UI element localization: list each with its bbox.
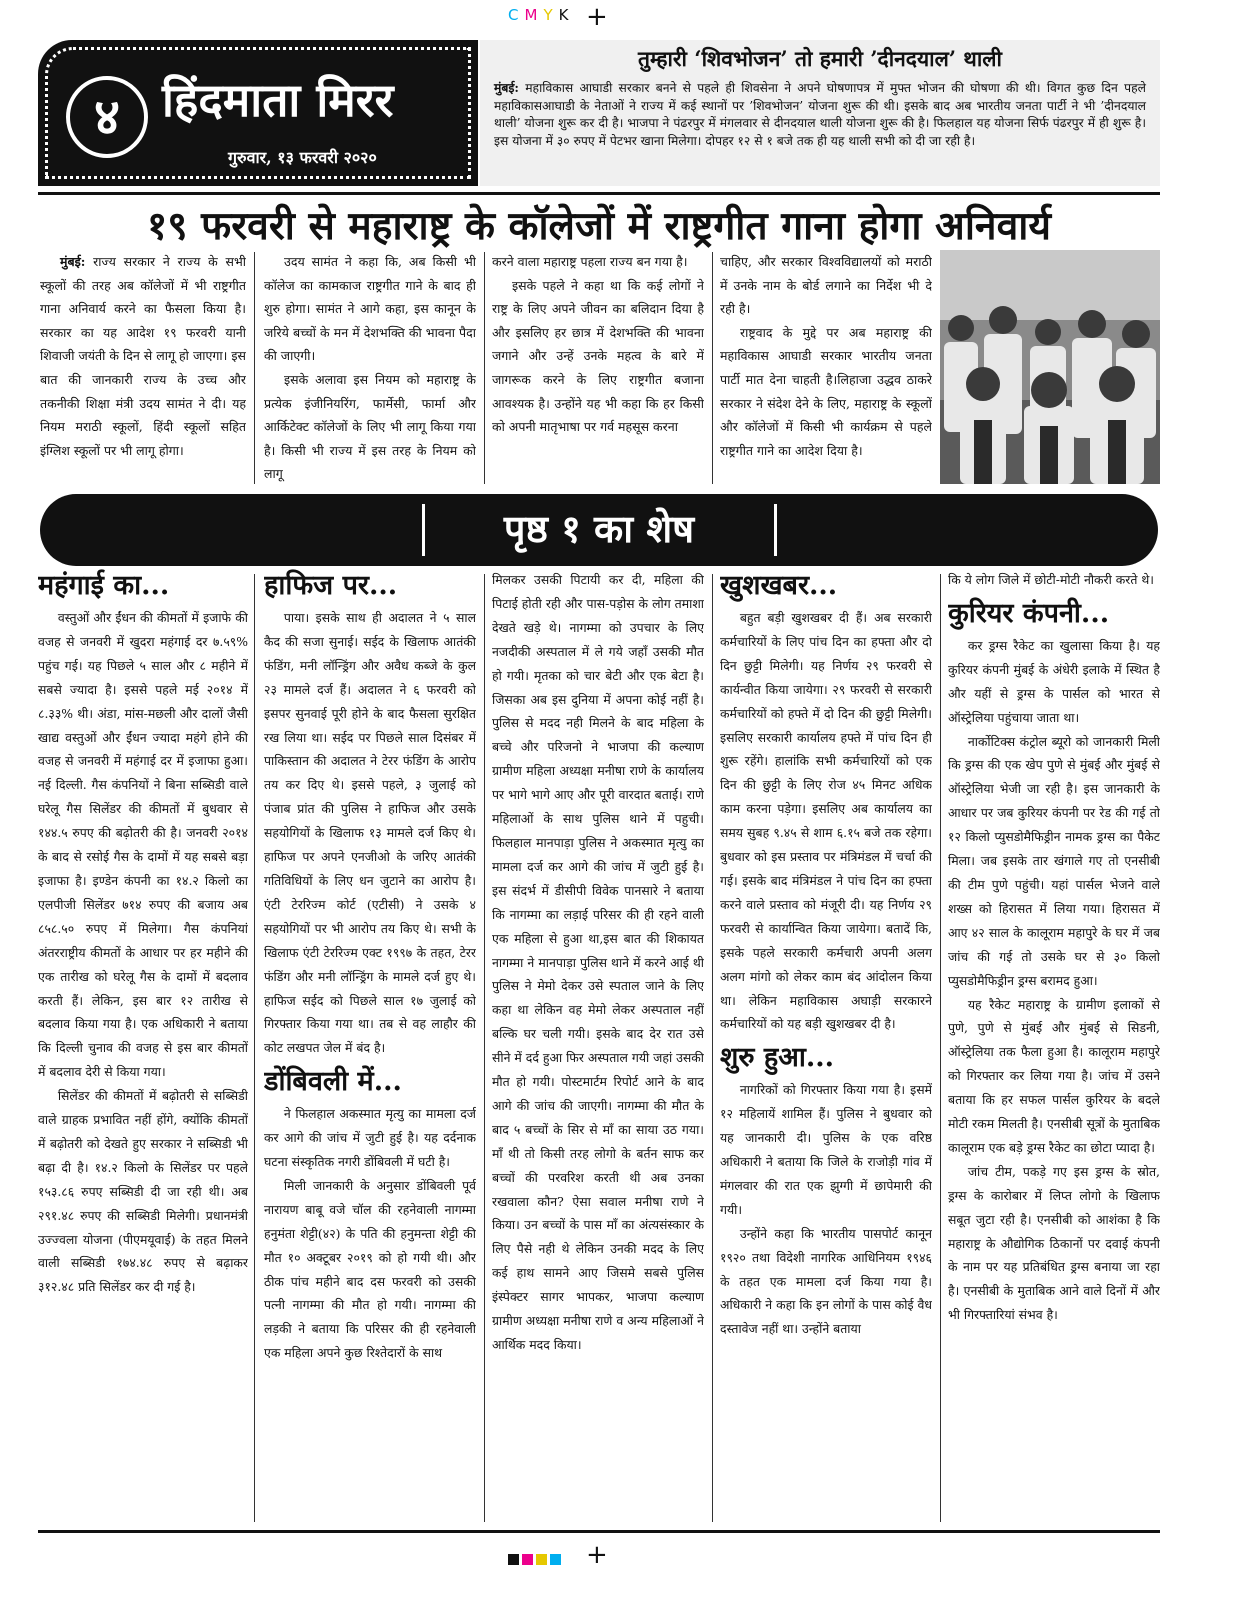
hafiz-heading: हाफिज पर... [264, 570, 398, 601]
brief-dateline: मुंबई: [494, 80, 519, 95]
dombivli-p2: मिली जानकारी के अनुसार डोंबिवली पूर्व नारायण बाबू वजे चॉल की रहनेवाली नागम्मा हनुमंता शेट्टी(४२) के पति की हनुमन्ता शेट्टी की मौत १० अक्टूबर २०१९ को हो गयी थी। और ठीक पांच महीने बाद दस फरवरी को उसकी पत्नी नागम्मा की मौत हो गयी। नागम्मा की लड़की ने बताया कि परिसर की ही रहनेवाली एक महिला अपने कुछ रिश्तेदारों के साथ [264, 1177, 476, 1361]
column-divider [254, 252, 255, 484]
courier-heading: कुरियर कंपनी... [948, 597, 1110, 629]
mehngai-p2: सिलेंडर की कीमतों में बढ़ोतरी से सब्सिडी वाले ग्राहक प्रभावित नहीं होंगे, क्योंकि कीमतों में बढ़ोतरी को देखते हुए सरकार ने सब्सिडी भी बढ़ा दी है। १४.२ किलो के सिलेंडर पर पहले १५३.८६ रुपए सब्सिडी दी जा रही थी। अब २९१.४८ रुपए की सब्सिडी मिलेगी। प्रधानमंत्री उज्ज्वला योजना (पीएमयूवाई) के तहत मिलने वाली सब्सिडी १७४.४८ रुपए से बढ़ाकर ३१२.४८ प्रति सिलेंडर कर दी गई है। [38, 1088, 248, 1295]
shuru-heading: शुरु हुआ... [720, 1042, 835, 1074]
courier-pre: कि ये लोग जिले में छोटी-मोटी नौकरी करते थे। [948, 572, 1154, 587]
students-photo [940, 250, 1160, 484]
registration-cross-top: + [586, 2, 608, 32]
lead-column-4 [720, 250, 932, 488]
lead-column-3 [492, 250, 704, 488]
lead-headline: १९ फरवरी से महाराष्ट्र के कॉलेजों में राष्ट्रगीत गाना होगा अनिवार्य [147, 203, 1051, 249]
khushkhabar-p1: बहुत बड़ी खुशखबर दी हैं। अब सरकारी कर्मचारियों के लिए पांच दिन का हफ्ता और दो दिन छुट्टी मिलेगी। यह निर्णय २९ फरवरी से कार्यन्वीत किया जायेगा। २९ फरवरी से सरकारी कर्मचारियों को हफ्ते में दो दिन की छुट्टी मिलेगी। इसलिए सरकारी कार्यालय हफ्ते में पांच दिन ही शुरू रहेंगे। हालांकि सभी कर्मचारियों को एक दिन की छुट्टी के लिए रोज ४५ मिनट अधिक काम करना पड़ेगा। इसलिए अब कार्यालय का समय सुबह ९.४५ से शाम ६.१५ बजे तक रहेगा। बुधवार को इस प्रस्ताव पर मंत्रिमंडल में चर्चा की गई। इसके बाद मंत्रिमंडल ने पांच दिन का हफ्ता करने वाले प्रस्ताव को मंजूरी दी। यह निर्णय २९ फरवरी से कार्यान्वित किया जायेगा। बतादें कि, इसके पहले सरकारी कर्मचारी अपनी अलग अलग मांगो को लेकर काम बंद आंदोलन किया था। लेकिन महाविकास अघाड़ी सरकारने कर्मचारियों को यह बड़ी खुशखबर दी है। [720, 610, 932, 1032]
mehngai-p1: वस्तुओं और ईंधन की कीमतों में इजाफे की वजह से जनवरी में खुदरा महंगाई दर ७.५९% पहुंच गई। यह पिछले ५ साल और ८ महीने में सबसे ज्यादा है। इससे पहले मई २०१४ में ८.३३% थी। अंडा, मांस-मछली और दालों जैसी खाद्य वस्तुओं और ईंधन ज्यादा महंगे होने की वजह से जनवरी में महंगाई दर में इजाफा हुआ। नई दिल्ली. गैस कंपनियों ने बिना सब्सिडी वाले घरेलू गैस सिलेंडर की कीमतों में बुधवार से १४४.५ रुपए की बढ़ोतरी की है। जनवरी २०१४ के बाद से रसोई गैस के दामों में यह सबसे बड़ा इजाफा है। इण्डेन कंपनी का १४.२ किलो का एलपीजी सिलेंडर ७१४ रुपए की बजाय अब ८५८.५० रुपए में मिलेगा। गैस कंपनियां अंतरराष्ट्रीय कीमतों के आधार पर हर महीने की एक तारीख को घरेलू गैस के दामों में बदलाव करती हैं। लेकिन, इस बार १२ तारीख से बदलाव किया गया है। एक अधिकारी ने बताया कि दिल्ली चुनाव की वजह से इस बार कीमतों में बदलाव देरी से किया गया। [38, 610, 248, 1080]
issue-date: गुरुवार, १३ फरवरी २०२० [228, 148, 377, 167]
lead-column-1 [40, 250, 246, 488]
brief-title: तुम्हारी ‘शिवभोजन’ तो हमारी ’दीनदयाल’ थाली [638, 46, 1002, 71]
brief-body [494, 79, 1146, 150]
lead-dateline: मुंबई: [60, 254, 86, 269]
color-swatches [508, 1550, 564, 1569]
lead-col2-p1: उदय सामंत ने कहा कि, अब किसी भी कॉलेज का कामकाज राष्ट्रगीत गाने के बाद ही शुरु होगा। सामंत ने आगे कहा, इस कानून के जरिये बच्चों के मन में देशभक्ति की भावना पैदा की जाएगी। [264, 254, 476, 364]
mehngai-heading: महंगाई का... [38, 570, 170, 601]
continued-column-4 [720, 568, 932, 1526]
continued-column-1 [38, 568, 248, 1526]
swatch-yellow [536, 1554, 547, 1565]
khushkhabar-heading: खुशखबर... [720, 570, 838, 601]
continued-column-5 [948, 568, 1160, 1526]
courier-p2: नार्कोटिक्स कंट्रोल ब्यूरो को जानकारी मिली कि ड्रग्स की एक खेप पुणे से मुंबई और मुंबई से ऑस्ट्रेलिया भेजी जा रही है। इस जानकारी के आधार पर जब कुरियर कंपनी पर रेड की गई तो १२ किलो प्युसडोमैफिड्रीन नामक ड्रग्स का पैकेट मिला। जब इसके तार खंगाले गए तो एनसीबी की टीम पुणे पहुंची। यहां पार्सल भेजने वाले शख्स को हिरासत में लिया गया। हिरासत में आए ४२ साल के कालूराम महापुरे के घर में जब जांच की गई तो उसके घर से ३० किलो प्युसडोमैफिड्रीन ड्रग्स बरामद हुआ। [948, 733, 1160, 988]
dombivli-p1: ने फिलहाल अकस्मात मृत्यु का मामला दर्ज कर आगे की जांच में जुटी हुई है। यह दर्दनाक घटना संस्कृतिक नगरी डोंबिवली में घटी है। [264, 1106, 476, 1170]
column-divider [712, 574, 713, 1522]
lead-col4-p2: राष्ट्रवाद के मुद्दे पर अब महाराष्ट्र की महाविकास आघाडी सरकार भारतीय जनता पार्टी मात देना चाहती है।लिहाजा उद्धव ठाकरे सरकार ने संदेश देने के लिए, महाराष्ट्र के स्कूलों और कॉलेजों में किसी भी कार्यक्रम से पहले राष्ट्रगीत गाने का आदेश दिया है। [720, 324, 932, 458]
dombivli-heading: डोंबिवली में... [264, 1066, 402, 1098]
brief-article [480, 40, 1160, 186]
masthead [38, 40, 478, 186]
swatch-cyan [550, 1554, 561, 1565]
cmyk-registration: CMYK [508, 6, 575, 24]
lead-column-2 [264, 250, 476, 488]
swatch-black [508, 1554, 519, 1565]
registration-cross-bottom: + [586, 1540, 608, 1570]
swatch-magenta [522, 1554, 533, 1565]
lead-col3-p2: इसके पहले ने कहा था कि कई लोगों ने राष्ट्र के लिए अपने जीवन का बलिदान दिया है और इसलिए हर छात्र में देशभक्ति की भावना जगाने और उन्हें उनके महत्व के बारे में जागरूक करने के लिए राष्ट्रगीत बजाना आवश्यक है। उन्होंने यह भी कहा कि हर किसी को अपनी मातृभाषा पर गर्व महसूस करना [492, 277, 704, 435]
lead-col3-p1: करने वाला महाराष्ट्र पहला राज्य बन गया है। [492, 254, 688, 269]
lead-col1-text: राज्य सरकार ने राज्य के सभी स्कूलों की तरह अब कॉलेजों में भी राष्ट्रगीत गाना अनिवार्य करने का फैसला किया है। सरकार का यह आदेश १९ फरवरी यानी शिवाजी जयंती के दिन से लागू हो जाएगा। इस बात की जानकारी राज्य के उच्च और तकनीकी शिक्षा मंत्री उदय सामंत ने दी। यह नियम मराठी स्कूलों, हिंदी स्कूलों सहित इंग्लिश स्कूलों पर भी लागू होगा। [40, 254, 246, 458]
shuru-p1: नागरिकों को गिरफ्तार किया गया है। इसमें १२ महिलायें शामिल हैं। पुलिस ने बुधवार को यह जानकारी दी। पुलिस के एक वरिष्ठ अधिकारी ने बताया कि जिले के राजोड़ी गांव में मंगलवार की रात एक झुग्गी में छापेमारी की गयी। [720, 1082, 932, 1217]
column-divider [712, 252, 713, 484]
banner-bar-right [774, 504, 777, 556]
courier-p4: जांच टीम, पकड़े गए इस ड्रग्स के स्रोत, ड्रग्स के कारोबार में लिप्त लोगो के खिलाफ सबूत जुटा रही है। एनसीबी को आशंका है कि महाराष्ट्र के औद्योगिक ठिकानों पर दवाई कंपनी के नाम पर यह प्रतिबंधित ड्रग्स बनाया जा रहा है। एनसीबी के मुताबिक आने वाले दिनों में और भी गिरफ्तारियां संभव है। [948, 1163, 1160, 1323]
page-number: ४ [66, 76, 148, 158]
column-divider [940, 574, 941, 1522]
column-divider [484, 252, 485, 484]
continued-column-3 [492, 568, 704, 1526]
courier-p3: यह रैकेट महाराष्ट्र के ग्रामीण इलाकों से पुणे, पुणे से मुंबई और मुंबई से सिडनी, ऑस्ट्रेलिया तक फैला हुआ है। कालूराम महापुरे को गिरफ्तार कर लिया गया है। जांच में उसने बताया कि हर सफल पार्सल कुरियर के बदले मोटी रकम मिलती है। एनसीबी सूत्रों के मुताबिक कालूराम एक बड़े ड्रग्स रैकेट का छोटा प्यादा है। [948, 996, 1160, 1155]
lead-col4-p1: चाहिए, और सरकार विश्वविद्यालयों को मराठी में उनके नाम के बोर्ड लगाने का निर्देश भी दे रही है। [720, 254, 932, 317]
column-divider [254, 574, 255, 1522]
dombivli-col3: मिलकर उसकी पिटायी कर दी, महिला की पिटाई होती रही और पास-पड़ोस के लोग तमाशा देखते खड़े थे। नागम्मा को उपचार के लिए नजदीकी अस्पताल में ले गये जहाँ उसकी मौत हो गयी। मृतका को चार बेटी और एक बेटा है। जिसका अब इस दुनिया में अपना कोई नहीं है। पुलिस से मदद नही मिलने के बाद महिला के बच्चे और परिजनो ने भाजपा की कल्याण ग्रामीण महिला अध्यक्षा मनीषा राणे के कार्यालय पर भागे भागे आए और पूरी वारदात बताई। राणे महिलाओं के साथ पुलिस थाने में पहुची। फिलहाल मानपाड़ा पुलिस ने अकस्मात मृत्यु का मामला दर्ज कर आगे की जांच में जुटी हुई है। इस संदर्भ में डीसीपी विवेक पानसारे ने बताया कि नागम्मा का लड़ाई परिसर की ही रहने वाली एक महिला से हुआ था,इस बात की शिकायत नागम्मा ने मानपाड़ा पुलिस थाने में करने आई थी पुलिस ने मेमो देकर उसे स्पताल जाने के लिए कहा था लेकिन वह मेमो लेकर अस्पताल नहीं बल्कि घर चली गयी। इसके बाद देर रात उसे सीने में दर्द हुआ फिर अस्पताल गयी जहां उसकी मौत हो गयी। पोस्टमार्टम रिपोर्ट आने के बाद आगे की जांच की जाएगी। नागम्मा की मौत के बाद ५ बच्चों के सिर से माँ का साया उठ गया। माँ थी तो किसी तरह लोगो के बर्तन साफ कर बच्चों की परवरिश करती थी अब उनका रखवाला कौन? ऐसा सवाल मनीषा राणे ने किया। उन बच्चों के पास माँ का अंत्यसंस्कार के लिए पैसे नही थे लेकिन उनकी मदद के लिए कई हाथ सामने आए जिसमे सबसे पुलिस इंस्पेक्टर सागर भापकर, भाजपा कल्याण ग्रामीण अध्यक्षा मनीषा राणे व अन्य महिलाओं ने आर्थिक मदद किया। [492, 572, 704, 1352]
column-divider [484, 574, 485, 1522]
continued-column-2 [264, 568, 476, 1526]
shuru-p2: उन्होंने कहा कि भारतीय पासपोर्ट कानून १९२० तथा विदेशी नागरिक आधिनियम १९४६ के तहत एक मामला दर्ज किया गया है। अधिकारी ने कहा कि इन लोगों के पास कोई वैध दस्तावेज नहीं था। उन्होंने बताया [720, 1225, 932, 1337]
newspaper-title: हिंदमाता मिरर [162, 73, 394, 127]
top-divider [38, 192, 1160, 195]
brief-text: महाविकास आघाडी सरकार बनने से पहले ही शिवसेना ने अपने घोषणापत्र में मुफ्त भोजन की घोषणा की थी। विगत कुछ दिन पहले महाविकासआघाडी के नेताओं ने राज्य में कई स्थानों पर ’शिवभोजन’ योजना शुरू की थी। इसके बाद अब भारतीय जनता पार्टी ने भी ’दीनदयाल थाली’ योजना शुरू कर दी है। भाजपा ने पंढरपुर में मंगलवार से दीनदयाल थाली योजना शुरू की है। फिलहाल यह योजना सिर्फ पंढरपुर में ही शुरू है। इस योजना में ३० रुपए में पेटभर खाना मिलेगा। दोपहर १२ से १ बजे तक ही यह थाली सभी को दी जा रही है। [494, 81, 1146, 148]
continued-section-banner [40, 494, 1158, 566]
bottom-divider [38, 1530, 1160, 1533]
hafiz-p1: पाया। इसके साथ ही अदालत ने ५ साल कैद की सजा सुनाई। सईद के खिलाफ आतंकी फंडिंग, मनी लॉन्ड्रिंग और अवैध कब्जे के कुल २३ मामले दर्ज हैं। अदालत ने ६ फरवरी को इसपर सुनवाई पूरी होने के बाद फैसला सुरक्षित रख लिया था। सईद पर पिछले साल दिसंबर में पाकिस्तान की अदालत ने टेरर फंडिंग के आरोप तय कर दिए थे। इससे पहले, ३ जुलाई को पंजाब प्रांत की पुलिस ने हाफिज और उसके सहयोगियों के खिलाफ १३ मामले दर्ज किए थे। हाफिज पर अपने एनजीओ के जरिए आतंकी गतिविधियों के लिए धन जुटाने का आरोप है। एंटी टेररिज्म कोर्ट (एटीसी) ने उसके ४ सहयोगियों पर भी आरोप तय किए थे। सभी के खिलाफ एंटी टेररिज्म एक्ट १९९७ के तहत, टेरर फंडिंग और मनी लॉन्ड्रिंग के मामले दर्ज हुए थे। हाफिज सईद को पिछले साल १७ जुलाई को गिरफ्तार किया गया था। तब से वह लाहौर की कोट लखपत जेल में बंद है। [264, 610, 476, 1056]
banner-title: पृष्ठ १ का शेष [503, 506, 695, 551]
courier-p1: कर ड्रग्स रैकेट का खुलासा किया है। यह कुरियर कंपनी मुंबई के अंधेरी इलाके में स्थित है और यहीं से ड्रग्स के पार्सल को भारत से ऑस्ट्रेलिया पहुंचाया जाता था। [948, 637, 1160, 725]
lead-col2-p2: इसके अलावा इस नियम को महाराष्ट्र के प्रत्येक इंजीनियरिंग, फार्मेसी, फार्मा और आर्किटेक्ट कॉलेजों के लिए भी लागू किया गया है। किसी भी राज्य में इस तरह के नियम को लागू [264, 371, 476, 482]
